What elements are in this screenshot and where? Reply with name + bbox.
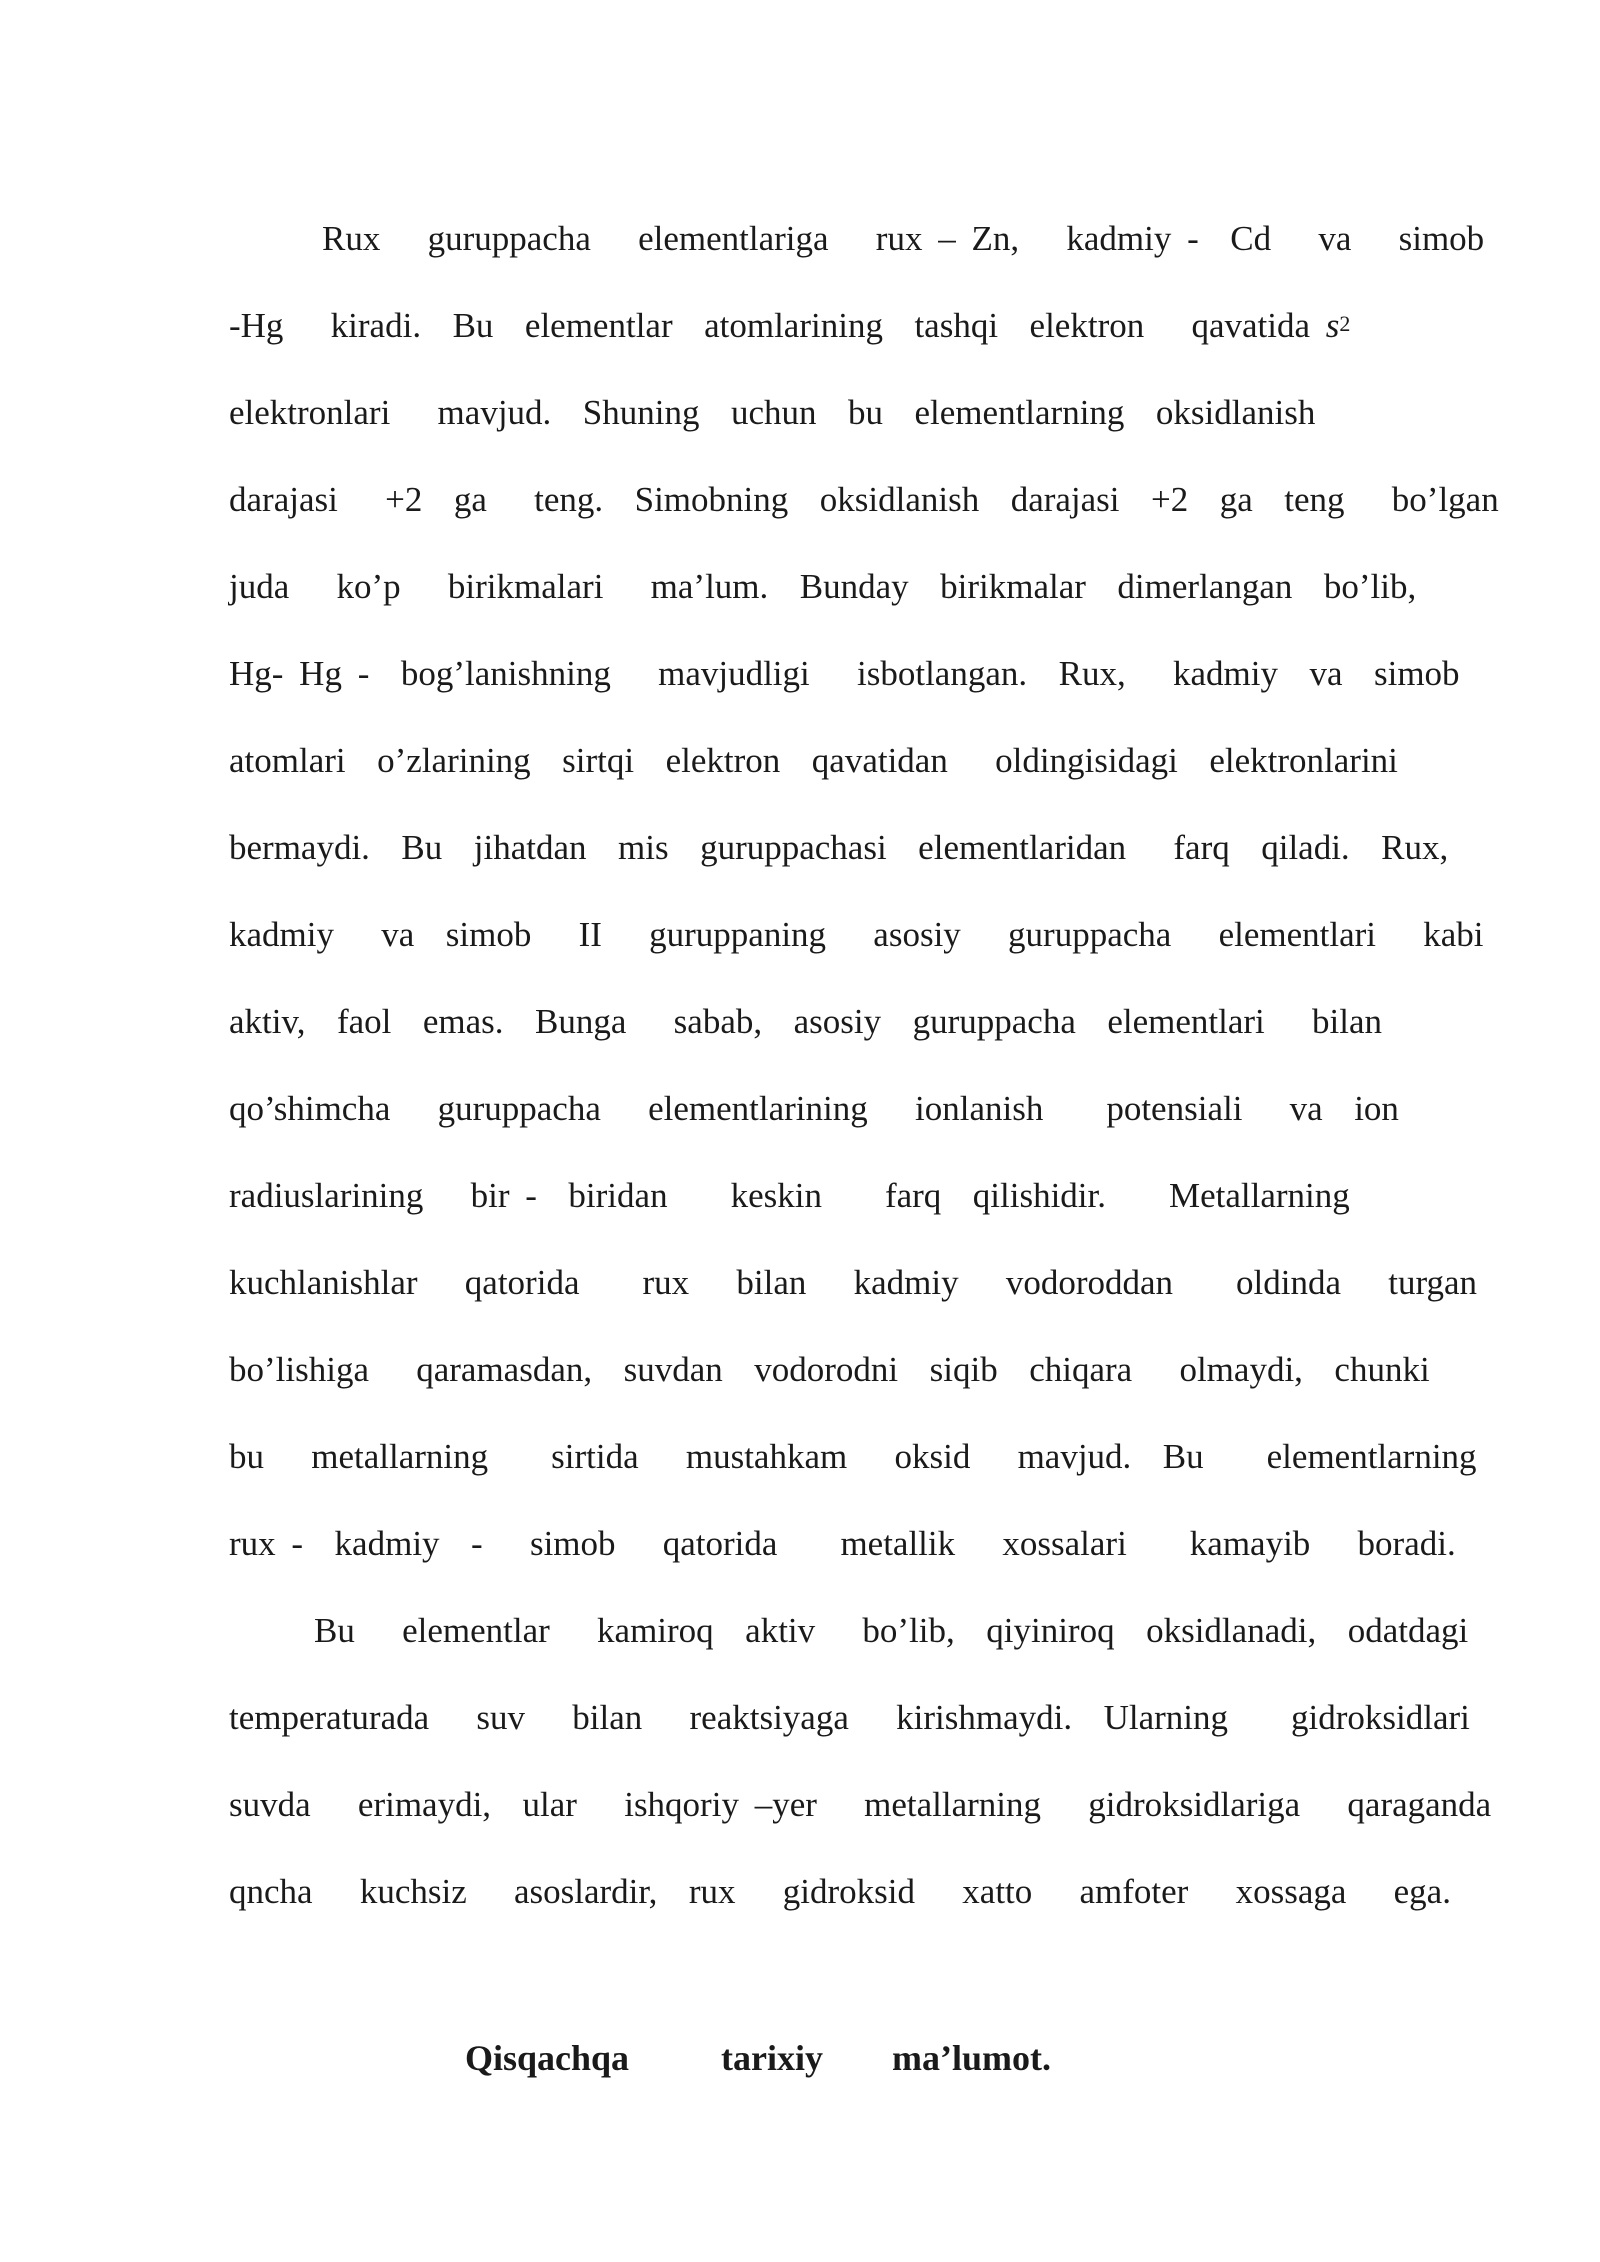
s-symbol: s <box>1325 306 1340 345</box>
text-line-5: juda ko’p birikmalari ma’lum. Bunday birikmalar dimerlangan bo’lib, <box>229 567 1417 606</box>
text-line-13: kuchlanishlar qatorida rux bilan kadmiy vodoroddan oldinda turgan <box>229 1263 1478 1302</box>
text-line-3: elektronlari mavjud. Shuning uchun bu elementlarning oksidlanish <box>229 393 1316 432</box>
text-line-10: aktiv, faol emas. Bunga sabab, asosiy guruppacha elementlari bilan <box>229 1002 1383 1041</box>
text-line-15: bu metallarning sirtida mustahkam oksid mavjud. Bu elementlarning <box>229 1437 1477 1476</box>
text-line-2-body: -Hg kiradi. Bu elementlar atomlarining tashqi elektron qavatida <box>229 306 1311 345</box>
text-line-7: atomlari o’zlarining sirtqi elektron qavatidan oldingisidagi elektronlarini <box>229 741 1398 780</box>
text-line-14: bo’lishiga qaramasdan, suvdan vodorodni siqib chiqara olmaydi, chunki <box>229 1350 1430 1389</box>
text-line-19: suvda erimaydi, ular ishqoriy –yer metallarning gidroksidlariga qaraganda <box>229 1785 1492 1824</box>
section-heading: Qisqachqa tarixiy ma’lumot. <box>465 2038 1052 2078</box>
text-line-11: qo’shimcha guruppacha elementlarining ionlanish potensiali va ion <box>229 1089 1399 1128</box>
text-line-20: qncha kuchsiz asoslardir, rux gidroksid xatto amfoter xossaga ega. <box>229 1872 1451 1911</box>
text-line-9: kadmiy va simob II guruppaning asosiy guruppacha elementlari kabi <box>229 915 1484 954</box>
text-line-4: darajasi +2 ga teng. Simobning oksidlanish darajasi +2 ga teng bo’lgan <box>229 480 1499 519</box>
text-line-18: temperaturada suv bilan reaktsiyaga kirishmaydi. Ularning gidroksidlari <box>229 1698 1470 1737</box>
text-line-17: Bu elementlar kamiroq aktiv bo’lib, qiyiniroq oksidlanadi, odatdagi <box>314 1611 1469 1650</box>
s-superscript: 2 <box>1339 311 1351 336</box>
text-line-6: Hg- Hg - bog’lanishning mavjudligi isbotlangan. Rux, kadmiy va simob <box>229 654 1460 693</box>
text-line-12: radiuslarining bir - biridan keskin farq qilishidir. Metallarning <box>229 1176 1350 1215</box>
text-line-2 <box>229 306 1350 346</box>
text-line-8: bermaydi. Bu jihatdan mis guruppachasi elementlaridan farq qiladi. Rux, <box>229 828 1449 867</box>
text-line-1: Rux guruppacha elementlariga rux – Zn, kadmiy - Cd va simob <box>322 219 1485 258</box>
text-line-16: rux - kadmiy - simob qatorida metallik xossalari kamayib boradi. <box>229 1524 1456 1563</box>
